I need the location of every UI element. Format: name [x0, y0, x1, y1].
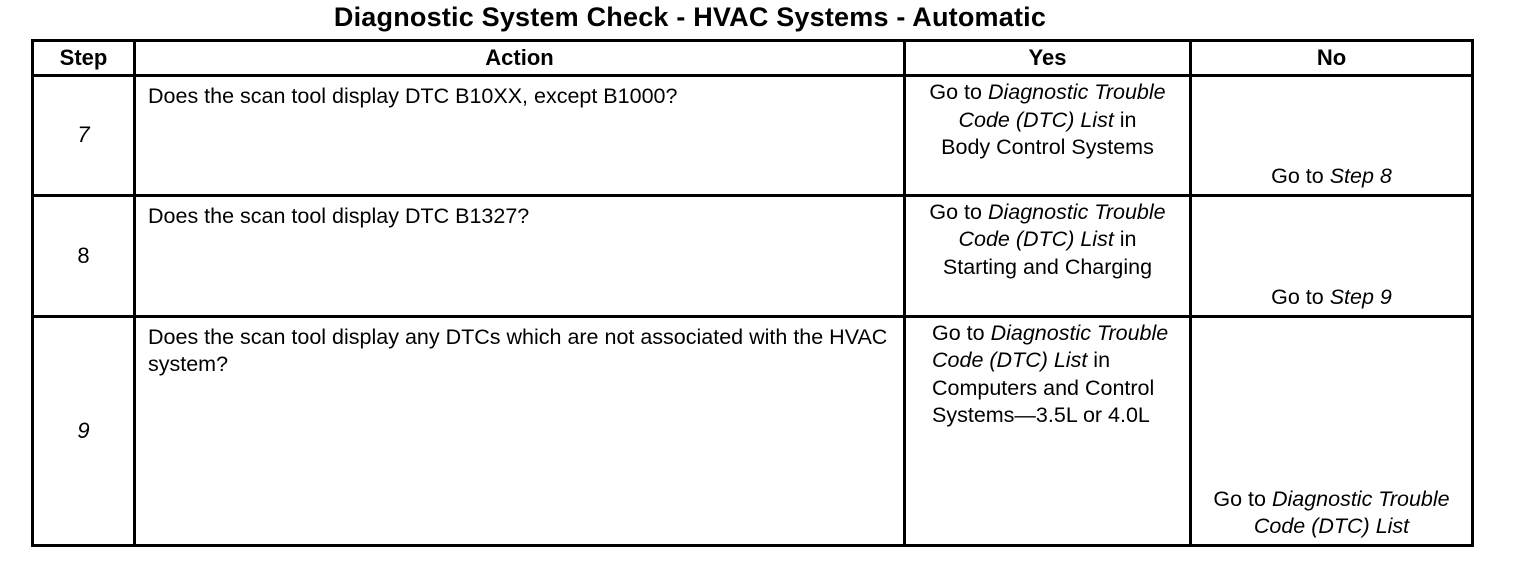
yes-goto-text: Go to [929, 199, 982, 224]
action-text: Does the scan tool display DTC B10XX, except B1000? [135, 76, 905, 196]
table-row [33, 316, 1473, 545]
yes-cell [905, 195, 1191, 316]
yes-in-text: in [1119, 227, 1137, 252]
no-goto-text: Go to [1271, 284, 1324, 309]
no-cell [1191, 76, 1473, 196]
yes-goto-text: Go to [929, 80, 982, 104]
header-row [33, 41, 1473, 76]
header-action: Action [135, 41, 905, 76]
no-link[interactable]: Step 8 [1329, 163, 1392, 188]
yes-target: Body Control Systems [941, 135, 1154, 159]
header-step: Step [33, 41, 135, 76]
no-goto-text: Go to [1213, 487, 1266, 511]
yes-link[interactable]: Diagnostic Trouble Code (DTC) List [958, 199, 1166, 252]
yes-cell [905, 316, 1191, 545]
yes-cell [905, 76, 1191, 196]
table-row [33, 195, 1473, 316]
step-number: 7 [33, 76, 135, 196]
yes-in-text: in [1119, 107, 1137, 132]
header-no: No [1191, 41, 1473, 76]
yes-link[interactable]: Diagnostic Trouble Code (DTC) List [958, 80, 1166, 132]
no-cell [1191, 316, 1473, 545]
page-title: Diagnostic System Check - HVAC Systems - Automatic [333, 2, 1047, 32]
no-cell [1191, 195, 1473, 316]
yes-link[interactable]: Diagnostic Trouble Code (DTC) List [932, 320, 1169, 373]
no-goto-text: Go to [1271, 163, 1324, 188]
step-number: 9 [33, 316, 135, 545]
header-yes: Yes [905, 41, 1191, 76]
yes-target: Computers and Control Systems—3.5L or 4.0L [932, 375, 1155, 428]
no-link[interactable]: Step 9 [1329, 284, 1392, 309]
action-text: Does the scan tool display DTC B1327? [135, 195, 905, 316]
action-text: Does the scan tool display any DTCs which are not associated with the HVAC system? [135, 316, 905, 545]
table-row [33, 76, 1473, 196]
diagnostic-table [31, 39, 1474, 547]
no-link[interactable]: Diagnostic Trouble Code (DTC) List [1253, 487, 1450, 538]
yes-goto-text: Go to [932, 320, 985, 345]
yes-target: Starting and Charging [942, 254, 1153, 279]
yes-in-text: in [1093, 348, 1111, 373]
step-number: 8 [33, 195, 135, 316]
